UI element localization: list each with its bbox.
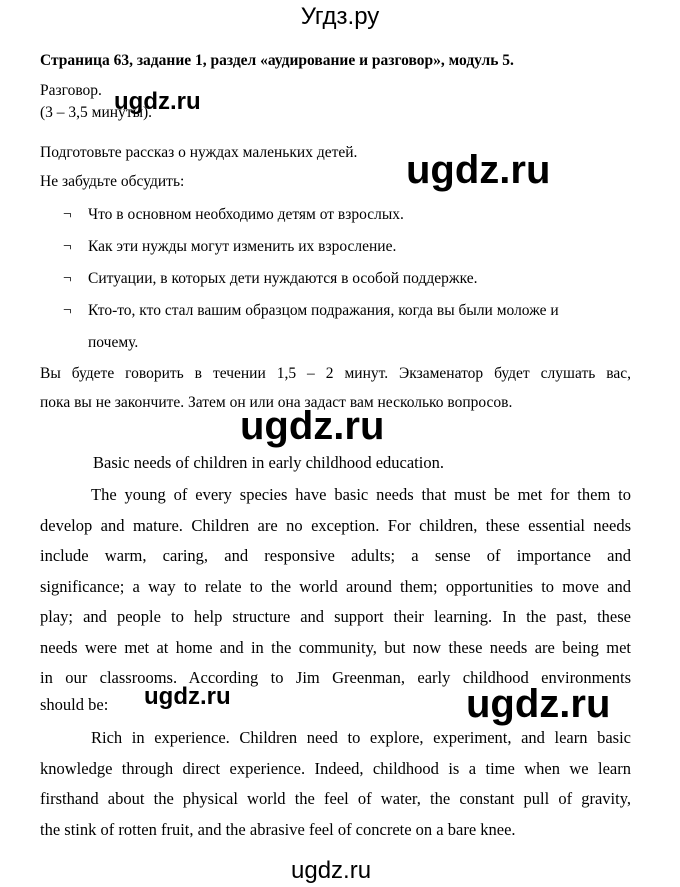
english-line: in our classrooms. According to Jim Greenman, early childhood environments — [40, 668, 631, 687]
instruction-line: Вы будете говорить в течении 1,5 – 2 минут. Экзаменатор будет слушать вас, — [40, 365, 631, 382]
english-line: firsthand about the physical world the feel of water, the constant pull of gravity, — [40, 789, 631, 808]
bullet-mark-icon: ¬ — [63, 238, 72, 255]
intro-label: Разговор. — [40, 82, 102, 99]
english-line: Rich in experience. Children need to explore, experiment, and learn basic — [91, 728, 631, 747]
bullet-text: Ситуации, в которых дети нуждаются в особой поддержке. — [88, 270, 478, 287]
bullet-mark-icon: ¬ — [63, 206, 72, 223]
task-heading: Страница 63, задание 1, раздел «аудирование и разговор», модуль 5. — [40, 52, 514, 69]
bullet-mark-icon: ¬ — [63, 270, 72, 287]
english-line: The young of every species have basic needs that must be met for them to — [91, 485, 631, 504]
english-line: knowledge through direct experience. Indeed, childhood is a time when we learn — [40, 759, 631, 778]
english-line: play; and people to help structure and support their learning. In the past, these — [40, 607, 631, 626]
english-line: should be: — [40, 695, 109, 714]
watermark: ugdz.ru — [240, 404, 385, 448]
intro-duration: (3 – 3,5 минуты). — [40, 104, 153, 121]
english-line: develop and mature. Children are no exception. For children, these essential needs — [40, 516, 631, 535]
intro-task: Подготовьте рассказ о нуждах маленьких детей. — [40, 144, 358, 161]
watermark: ugdz.ru — [144, 683, 231, 710]
watermark: ugdz.ru — [114, 88, 201, 115]
bullet-mark-icon: ¬ — [63, 302, 72, 319]
bullet-text: Как эти нужды могут изменить их взросление. — [88, 238, 397, 255]
footer-watermark: ugdz.ru — [291, 857, 372, 884]
watermark: ugdz.ru — [466, 682, 611, 726]
bullet-text: почему. — [88, 334, 139, 351]
english-line: include warm, caring, and responsive adults; a sense of importance and — [40, 546, 631, 565]
site-title: Угдз.ру — [300, 3, 380, 30]
bullet-text: Что в основном необходимо детям от взрослых. — [88, 206, 404, 223]
english-line: the stink of rotten fruit, and the abrasive feel of concrete on a bare knee. — [40, 820, 516, 839]
english-line: significance; a way to relate to the world around them; opportunities to move and — [40, 577, 631, 596]
bullet-text: Кто-то, кто стал вашим образцом подражания, когда вы были моложе и — [88, 302, 559, 319]
instruction-line: пока вы не закончите. Затем он или она задаст вам несколько вопросов. — [40, 394, 513, 411]
english-line: needs were met at home and in the community, but now these needs are being met — [40, 638, 631, 657]
english-title: Basic needs of children in early childhood education. — [93, 453, 444, 472]
intro-remember: Не забудьте обсудить: — [40, 173, 185, 190]
watermark: ugdz.ru — [406, 148, 551, 192]
